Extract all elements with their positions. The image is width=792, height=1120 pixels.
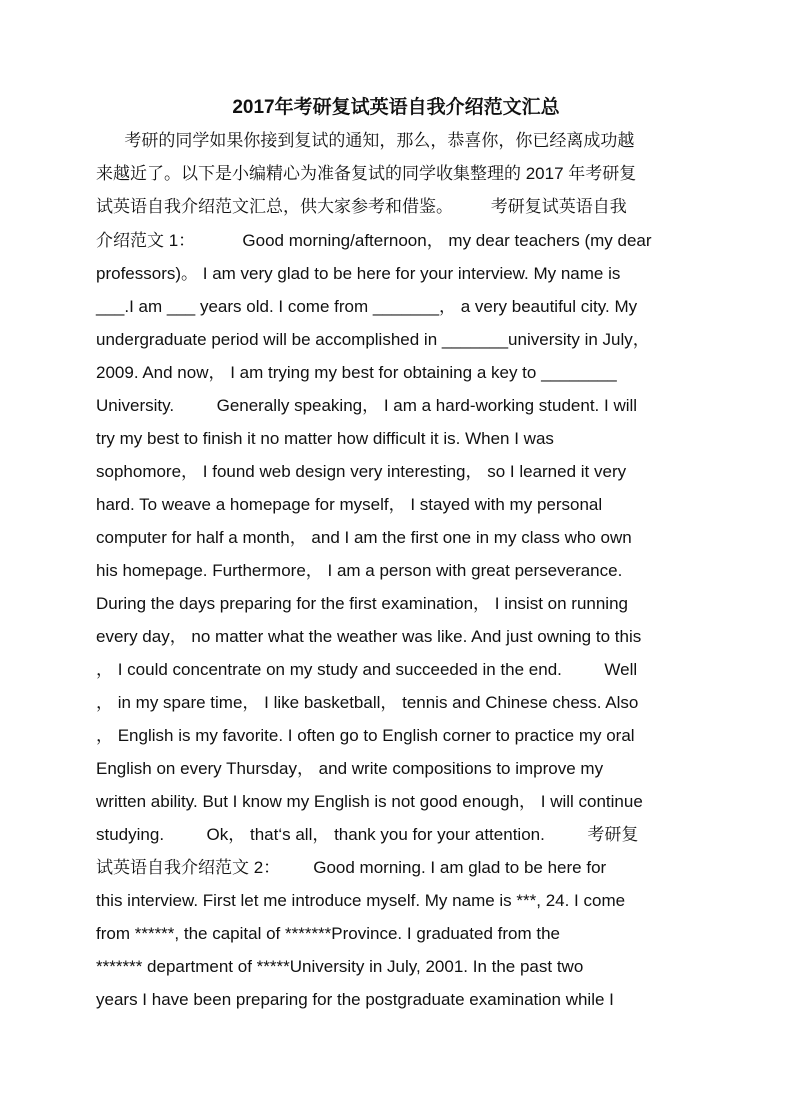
body-line: years I have been preparing for the postgraduate examination while I bbox=[96, 990, 614, 1009]
body-line: English on every Thursday， and write compositions to improve my bbox=[96, 759, 604, 778]
body-line: 考研的同学如果你接到复试的通知，那么，恭喜你，你已经离成功越 bbox=[96, 131, 635, 150]
body-line: ， in my spare time， I like basketball， tennis and Chinese chess. Also bbox=[96, 693, 639, 712]
body-line: from ******, the capital of *******Province. I graduated from the bbox=[96, 924, 560, 943]
body-line: ， English is my favorite. I often go to English corner to practice my oral bbox=[96, 726, 635, 745]
body-line: ___.I am ___ years old. I come from _______， a very beautiful city. My bbox=[96, 297, 638, 316]
body-line: 2009. And now， I am trying my best for obtaining a key to ________ bbox=[96, 363, 617, 382]
body-line: 介绍范文 1： Good morning/afternoon， my dear teachers (my dear bbox=[96, 231, 652, 250]
body-line: 来越近了。以下是小编精心为准备复试的同学收集整理的 2017 年考研复 bbox=[96, 164, 637, 183]
body-line: every day， no matter what the weather was like. And just owning to this bbox=[96, 627, 642, 646]
body-line: try my best to finish it no matter how difficult it is. When I was bbox=[96, 429, 554, 448]
body-line: hard. To weave a homepage for myself， I stayed with my personal bbox=[96, 495, 603, 514]
body-line: sophomore， I found web design very interesting， so I learned it very bbox=[96, 462, 627, 481]
body-line: ******* department of *****University in July, 2001. In the past two bbox=[96, 957, 584, 976]
body-line: written ability. But I know my English is not good enough， I will continue bbox=[96, 792, 643, 811]
body-line: computer for half a month， and I am the first one in my class who own bbox=[96, 528, 632, 547]
body-line: 试英语自我介绍范文 2： Good morning. I am glad to be here for bbox=[96, 858, 607, 877]
body-line: professors)。 I am very glad to be here for your interview. My name is bbox=[96, 264, 621, 283]
body-line: studying. Ok， that‘s all， thank you for your attention. 考研复 bbox=[96, 825, 639, 844]
body-line: ， I could concentrate on my study and succeeded in the end. Well bbox=[96, 660, 638, 679]
body-line: this interview. First let me introduce myself. My name is ***, 24. I come bbox=[96, 891, 626, 910]
body-line: 试英语自我介绍范文汇总，供大家参考和借鉴。 考研复试英语自我 bbox=[96, 197, 627, 216]
body-line: undergraduate period will be accomplished in _______university in July， bbox=[96, 330, 650, 349]
body-line: University. Generally speaking， I am a hard-working student. I will bbox=[96, 396, 638, 415]
document-title: 2017年考研复试英语自我介绍范文汇总 bbox=[232, 97, 560, 118]
body-line: During the days preparing for the first examination， I insist on running bbox=[96, 594, 628, 613]
body-line: his homepage. Furthermore， I am a person with great perseverance. bbox=[96, 561, 623, 580]
